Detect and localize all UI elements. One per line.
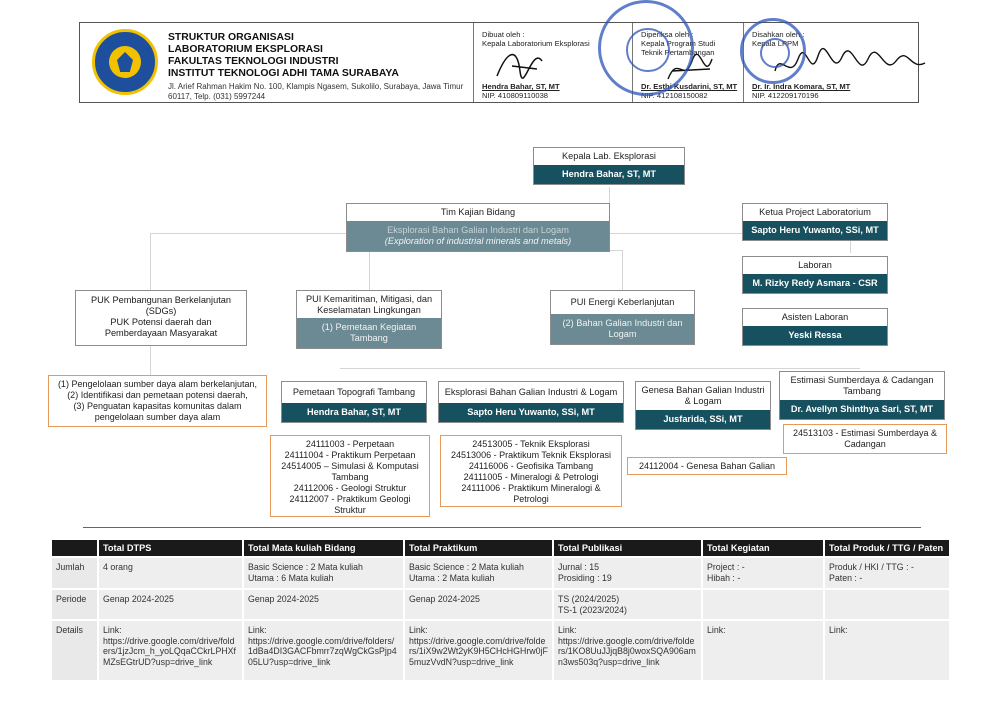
box-name: Sapto Heru Yuwanto, SSi, MT [439, 403, 623, 422]
box-title: Ketua Project Laboratorium [759, 207, 871, 217]
cell-line: Produk / HKI / TTG : - [829, 562, 914, 572]
head-of-lab-box [533, 147, 685, 185]
official-stamp-icon [598, 0, 694, 96]
table-cell [702, 620, 824, 680]
cell-line: Link: [103, 625, 122, 636]
box-name: Jusfarida, SSi, MT [636, 410, 770, 429]
assistant-box [742, 308, 888, 346]
official-stamp-icon [740, 18, 806, 84]
course-item: Struktur [334, 505, 366, 515]
course-item: 24111005 - Mineralogi & Petrologi [463, 472, 599, 482]
cell-line: Link: [248, 625, 267, 636]
table-cell[interactable] [553, 620, 702, 680]
unit-topography-box [281, 381, 427, 423]
box-title [636, 382, 770, 410]
course-item: 24112007 - Praktikum Geologi [289, 494, 411, 504]
box-name: M. Rizky Redy Asmara - CSR [743, 274, 887, 293]
title-line: Estimasi Sumberdaya & Cadangan [790, 375, 934, 385]
unit-genesis-box [635, 381, 771, 430]
connector-line [150, 345, 151, 375]
organization-title [168, 32, 468, 102]
signature-name: Dr. Ir. Indra Komara, ST, MT [752, 82, 851, 91]
course-item: Petrologi [513, 494, 549, 504]
cell-line: Project : - [707, 562, 745, 572]
table-row [52, 589, 949, 620]
cell-line: Link: [558, 625, 577, 636]
cell-line: TS-1 (2023/2024) [558, 604, 627, 615]
box-subtitle [297, 318, 441, 348]
course-item: 24513005 - Teknik Eksplorasi [472, 439, 590, 449]
signature-role: Dibuat oleh : [482, 30, 525, 39]
course-item: 24514005 – Simulasi & Komputasi [281, 461, 419, 471]
cell-line: Genap 2024-2025 [248, 594, 319, 604]
table-cell[interactable] [243, 620, 404, 680]
cell-line: Link: [829, 625, 848, 636]
title-line: Tambang [843, 386, 881, 396]
table-cell [702, 589, 824, 620]
puk-line: Pemberdayaan Masyarakat [104, 328, 218, 338]
puk-line: PUK Potensi daerah dan [110, 317, 212, 327]
signature-role: Kepala Program Studi [641, 39, 716, 48]
title-line: LABORATORIUM EKSPLORASI [168, 44, 323, 55]
course-list-topography [270, 435, 430, 517]
title-line: PUI Kemaritiman, Mitigasi, dan [305, 294, 433, 304]
course-item: 24513103 - Estimasi Sumberdaya & [792, 428, 938, 438]
puk-item: (3) Penguatan kapasitas komunitas dalam [73, 401, 242, 411]
connector-line [622, 250, 623, 290]
cell-line: Genap 2024-2025 [409, 594, 480, 604]
table-cell [553, 557, 702, 589]
table-row [52, 620, 949, 680]
course-item: Cadangan [844, 439, 886, 449]
table-header-row [52, 540, 949, 557]
course-item: 24111003 - Perpetaan [305, 439, 395, 449]
box-name: Hendra Bahar, ST, MT [282, 403, 426, 422]
cell-line: Link: [707, 625, 726, 636]
drive-link[interactable]: https://drive.google.com/drive/folders/1iX9w2Wt2yK9H5CHcHGHrw0jF5muzVvdN?usp=drive_link [409, 635, 548, 667]
cell-line: 4 orang [103, 562, 133, 572]
summary-table [52, 540, 949, 680]
unit-exploration-box [438, 381, 624, 423]
title-line: & Logam [684, 396, 722, 406]
drive-link[interactable]: https://drive.google.com/drive/folders/1dBa4DI3GACFbmrr7zqWgCkGsPjp405LU?usp=drive_link [248, 635, 397, 667]
title-line: INSTITUT TEKNOLOGI ADHI TAMA SURABAYA [168, 68, 399, 79]
signature-role: Kepala Laboratorium Eksplorasi [482, 39, 590, 48]
table-cell [702, 557, 824, 589]
box-name: Hendra Bahar, ST, MT [534, 165, 684, 184]
table-cell [553, 589, 702, 620]
connector-line [150, 233, 151, 290]
puk-line: (SDGs) [145, 306, 177, 316]
course-list-exploration [440, 435, 622, 507]
puk-line: PUK Pembangunan Berkelanjutan [91, 295, 231, 305]
column-header: Total DTPS [98, 540, 243, 557]
box-name: Sapto Heru Yuwanto, SSi, MT [743, 221, 887, 240]
pui-energy-box [550, 290, 695, 345]
cell-line: TS (2024/2025) [558, 594, 620, 604]
course-item: Tambang [331, 472, 369, 482]
drive-link[interactable]: https://drive.google.com/drive/folders/1KO8UuJJjqB8j0woxSQA906amn3ws503q?usp=drive_link [558, 635, 696, 667]
puk-item: (2) Identifikasi dan pemetaan potensi daerah, [67, 390, 248, 400]
box-subtitle [551, 314, 694, 344]
course-item: 24116006 - Geofisika Tambang [468, 461, 594, 471]
table-cell [404, 589, 553, 620]
course-item: 24111004 - Praktikum Perpetaan [284, 450, 416, 460]
connector-line [369, 250, 370, 290]
cell-line: Hibah : - [707, 572, 741, 583]
course-item: 24112006 - Geologi Struktur [293, 483, 407, 493]
cell-line: Genap 2024-2025 [103, 594, 174, 604]
laboran-box [742, 256, 888, 294]
column-header: Total Produk / TTG / Paten [824, 540, 949, 557]
cell-line: Utama : 2 Mata kuliah [409, 572, 495, 583]
table-cell [824, 589, 949, 620]
project-lead-box [742, 203, 888, 241]
subtitle-line: (Exploration of industrial minerals and metals) [384, 236, 572, 246]
signature-role: Diperiksa oleh : [641, 30, 694, 39]
table-cell [243, 589, 404, 620]
column-header: Total Mata kuliah Bidang [243, 540, 404, 557]
puk-item: (1) Pengelolaan sumber daya alam berkelanjutan, [57, 379, 258, 389]
column-header: Total Praktikum [404, 540, 553, 557]
box-title: Asisten Laboran [781, 312, 849, 322]
box-title: PUI Energi Keberlanjutan [570, 297, 675, 307]
box-title: Kepala Lab. Eksplorasi [562, 151, 656, 161]
signature-nip: NIP. 410809110038 [482, 91, 549, 100]
table-cell [404, 557, 553, 589]
divider [473, 23, 474, 102]
box-title: Eksplorasi Bahan Galian Industri & Logam [444, 387, 618, 397]
signature-scribble-icon [492, 41, 552, 86]
signature-role: Kepala LPPM [752, 39, 799, 48]
address: Jl. Arief Rahman Hakim No. 100, Klampis Ngasem, Sukolilo, Surabaya, Jawa Timur 60117, Telp. (031) 5997244 [168, 82, 464, 101]
cell-line: Utama : 6 Mata kuliah [248, 572, 334, 583]
connector-line [340, 368, 860, 369]
box-name: Yeski Ressa [743, 326, 887, 345]
table-cell [98, 589, 243, 620]
research-team-box [346, 203, 610, 252]
column-header [52, 540, 98, 557]
column-header: Total Publikasi [553, 540, 702, 557]
cell-line: Paten : - [829, 572, 863, 583]
box-title: Tim Kajian Bidang [440, 207, 516, 217]
cell-line: Link: [409, 625, 428, 636]
column-header: Total Kegiatan [702, 540, 824, 557]
table-row [52, 557, 949, 589]
cell-line: Basic Science : 2 Mata kuliah [248, 562, 363, 572]
signature-name: Hendra Bahar, ST, MT [482, 82, 560, 91]
section-divider [83, 527, 921, 528]
subtitle-line: (2) Bahan Galian Industri dan [562, 318, 683, 328]
box-name: Dr. Avellyn Shinthya Sari, ST, MT [780, 400, 944, 419]
signature-nip: NIP. 412209170196 [752, 91, 819, 100]
table-cell[interactable] [98, 620, 243, 680]
box-title: Pemetaan Topografi Tambang [292, 387, 416, 397]
puk-box [75, 290, 247, 346]
table-cell [824, 557, 949, 589]
box-title [780, 372, 944, 400]
signature-name: Dr. Esthi Kusdarini, ST, MT [641, 82, 738, 91]
table-cell [243, 557, 404, 589]
box-title [297, 291, 441, 318]
row-label: Jumlah [52, 557, 98, 589]
title-line: Keselamatan Lingkungan [317, 305, 421, 315]
pui-maritime-box [296, 290, 442, 349]
course-list-estimation [783, 424, 947, 454]
subtitle-line: Logam [608, 329, 637, 339]
drive-link[interactable]: https://drive.google.com/drive/folders/1jzJcm_h_yoLQqaCCkrLPHXfMZsEGtrUD?usp=drive_link [103, 635, 236, 667]
course-list-genesis [627, 457, 787, 475]
box-title: Laboran [798, 260, 832, 270]
row-label: Details [52, 620, 98, 680]
title-line: Genesa Bahan Galian Industri [641, 385, 765, 395]
box-subtitle [347, 221, 609, 251]
cell-line: Jurnal : 15 [558, 562, 600, 572]
subtitle-line: Tambang [350, 333, 388, 343]
signature-nip: NIP. 412108150082 [641, 91, 708, 100]
puk-items-box [48, 375, 267, 427]
row-label: Periode [52, 589, 98, 620]
signature-role: Teknik Pertambangan [641, 48, 715, 57]
course-item: 24111006 - Praktikum Mineralogi & [461, 483, 601, 493]
course-item: 24513006 - Praktikum Teknik Eksplorasi [451, 450, 611, 460]
table-cell [98, 557, 243, 589]
table-cell [824, 620, 949, 680]
table-cell[interactable] [404, 620, 553, 680]
subtitle-line: (1) Pemetaan Kegiatan [321, 322, 417, 332]
puk-item: pengelolaan sumber daya alam [94, 412, 221, 422]
subtitle-line: Eksplorasi Bahan Galian Industri dan Logam [387, 225, 569, 235]
title-line: FAKULTAS TEKNOLOGI INDUSTRI [168, 56, 339, 67]
institute-logo-icon [92, 29, 158, 95]
title-line: STRUKTUR ORGANISASI [168, 32, 294, 43]
signature-role: Disahkan oleh : [752, 30, 805, 39]
cell-line: Basic Science : 2 Mata kuliah [409, 562, 524, 572]
cell-line: Prosiding : 19 [558, 572, 612, 583]
unit-estimation-box [779, 371, 945, 420]
course-item: 24112004 - Genesa Bahan Galian [639, 461, 775, 471]
